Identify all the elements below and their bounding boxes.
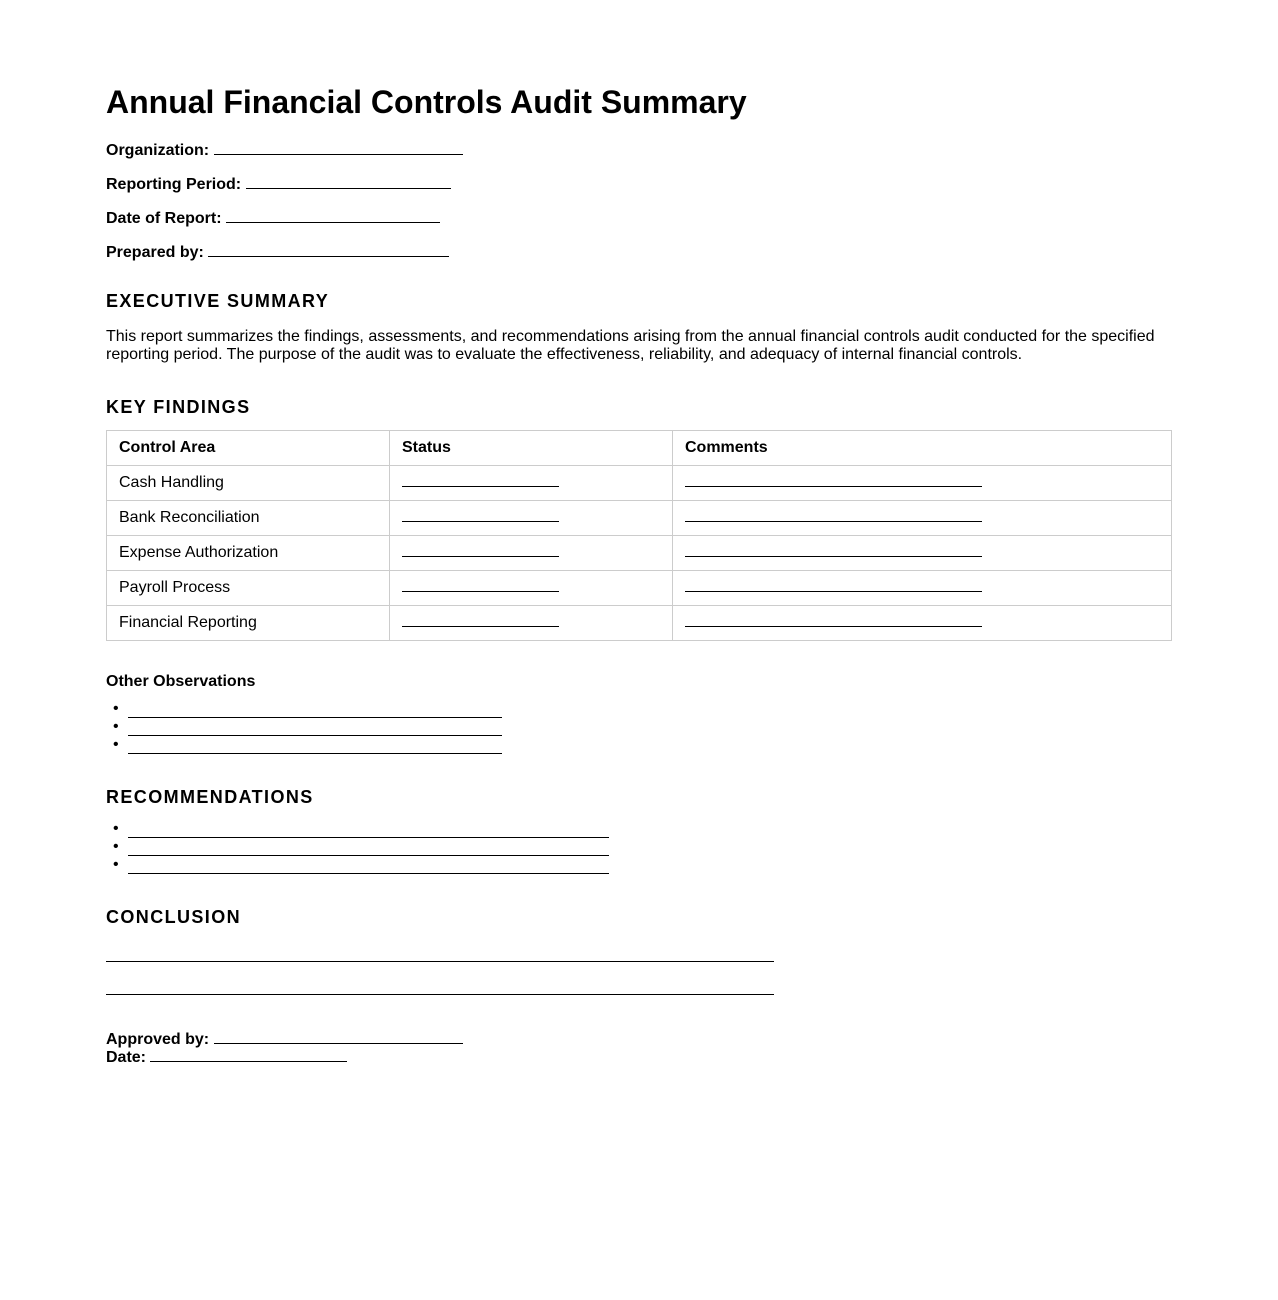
- organization-field: [106, 139, 463, 161]
- status-input[interactable]: [402, 611, 559, 627]
- table-row: [107, 571, 1172, 606]
- control-area-cell: Expense Authorization: [107, 536, 390, 571]
- status-input[interactable]: [402, 471, 559, 487]
- control-area-cell: Financial Reporting: [107, 606, 390, 641]
- bullet-icon: •: [113, 856, 119, 873]
- approval-date-label: Date:: [106, 1049, 147, 1066]
- table-row: [107, 501, 1172, 536]
- recommendation-input[interactable]: [128, 857, 609, 874]
- status-input[interactable]: [402, 576, 559, 592]
- status-cell: [390, 606, 673, 641]
- comments-cell: [673, 606, 1172, 641]
- comments-input[interactable]: [685, 471, 982, 487]
- organization-label: Organization:: [106, 142, 210, 159]
- control-area-cell: Cash Handling: [107, 466, 390, 501]
- recommendations-heading: RECOMMENDATIONS: [106, 787, 314, 807]
- approval-date-input[interactable]: [150, 1046, 347, 1062]
- reporting-period-label: Reporting Period:: [106, 176, 242, 193]
- approval-date-field: [106, 1046, 347, 1067]
- recommendation-input[interactable]: [128, 821, 609, 838]
- status-cell: [390, 571, 673, 606]
- observation-input[interactable]: [128, 701, 502, 718]
- comments-input[interactable]: [685, 576, 982, 592]
- bullet-icon: •: [113, 736, 119, 753]
- reporting-period-input[interactable]: [246, 173, 451, 189]
- comments-cell: [673, 571, 1172, 606]
- status-input[interactable]: [402, 541, 559, 557]
- conclusion-input-line-1[interactable]: [106, 961, 774, 962]
- other-observations-list: [106, 701, 502, 755]
- comments-input[interactable]: [685, 506, 982, 522]
- observation-input[interactable]: [128, 737, 502, 754]
- comments-cell: [673, 536, 1172, 571]
- prepared-by-field: [106, 241, 449, 263]
- control-area-cell: Payroll Process: [107, 571, 390, 606]
- status-input[interactable]: [402, 506, 559, 522]
- key-findings-heading: KEY FINDINGS: [106, 397, 251, 417]
- prepared-by-label: Prepared by:: [106, 244, 204, 261]
- bullet-icon: •: [113, 820, 119, 837]
- list-item: [113, 856, 609, 875]
- bullet-icon: •: [113, 838, 119, 855]
- organization-input[interactable]: [214, 139, 463, 155]
- comments-cell: [673, 466, 1172, 501]
- bullet-icon: •: [113, 718, 119, 735]
- comments-input[interactable]: [685, 541, 982, 557]
- executive-summary-heading: EXECUTIVE SUMMARY: [106, 291, 330, 311]
- column-header-status: Status: [390, 431, 673, 466]
- approved-by-input[interactable]: [214, 1028, 463, 1044]
- list-item: [113, 736, 502, 755]
- list-item: [113, 718, 502, 737]
- observation-input[interactable]: [128, 719, 502, 736]
- status-cell: [390, 501, 673, 536]
- table-header-row: [107, 431, 1172, 466]
- reporting-period-field: [106, 173, 451, 195]
- date-of-report-input[interactable]: [226, 207, 440, 223]
- comments-cell: [673, 501, 1172, 536]
- table-row: [107, 466, 1172, 501]
- bullet-icon: •: [113, 700, 119, 717]
- recommendations-list: [106, 821, 609, 875]
- table-row: [107, 606, 1172, 641]
- comments-input[interactable]: [685, 611, 982, 627]
- key-findings-table: [106, 430, 1172, 641]
- date-of-report-label: Date of Report:: [106, 210, 222, 227]
- list-item: [113, 820, 609, 839]
- status-cell: [390, 536, 673, 571]
- list-item: [113, 838, 609, 857]
- prepared-by-input[interactable]: [208, 241, 449, 257]
- status-cell: [390, 466, 673, 501]
- control-area-cell: Bank Reconciliation: [107, 501, 390, 536]
- other-observations-heading: Other Observations: [106, 673, 256, 690]
- column-header-control-area: Control Area: [107, 431, 390, 466]
- recommendation-input[interactable]: [128, 839, 609, 856]
- conclusion-input-line-2[interactable]: [106, 994, 774, 995]
- document-title: Annual Financial Controls Audit Summary: [106, 84, 747, 120]
- list-item: [113, 700, 502, 719]
- table-row: [107, 536, 1172, 571]
- date-of-report-field: [106, 207, 440, 229]
- approved-by-label: Approved by:: [106, 1031, 210, 1048]
- executive-summary-text: This report summarizes the findings, assessments, and recommendations arising from the annual financial controls audit conducted for the specified reporting period. The purpose of the audit was to evaluate the effectiveness, reliability, and adequacy of internal financial controls.: [106, 328, 1155, 363]
- conclusion-heading: CONCLUSION: [106, 907, 241, 927]
- column-header-comments: Comments: [673, 431, 1172, 466]
